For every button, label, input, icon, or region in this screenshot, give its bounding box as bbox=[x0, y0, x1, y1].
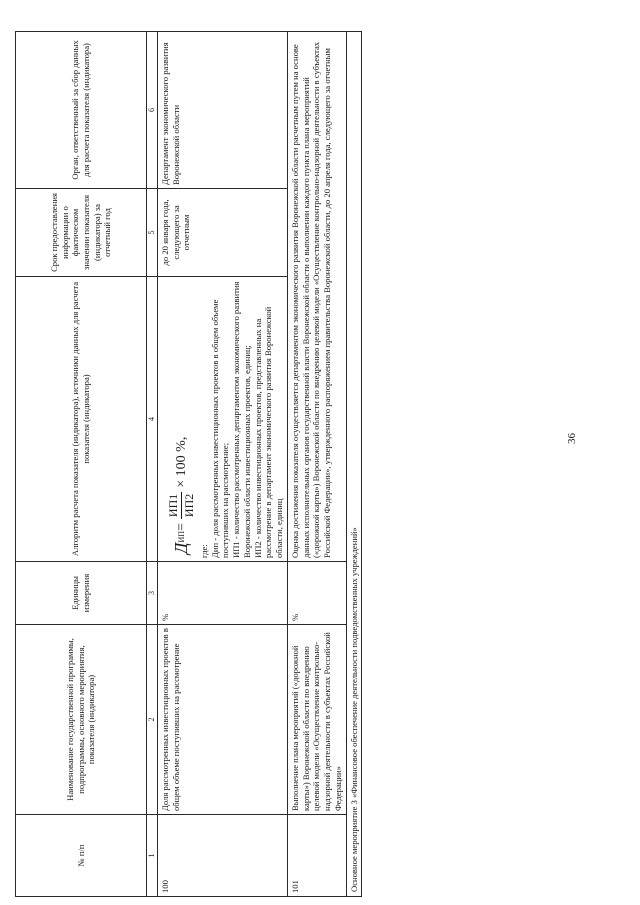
col-number: 6 bbox=[147, 32, 158, 189]
header-number: № п/п bbox=[16, 815, 147, 897]
algorithm-line: где: bbox=[199, 544, 209, 558]
section-footer: Основное мероприятие 3 «Финансовое обеспечение деятельности подведомственных учреждений» bbox=[346, 32, 362, 897]
formula-subscript: ИП bbox=[176, 530, 186, 543]
formula bbox=[166, 280, 197, 554]
algorithm-line: ИП2 - количество инвестиционных проектов, представленных на рассмотрение в департамент экономического развития Воронежской области, единиц bbox=[252, 306, 285, 558]
formula-multiplier: × 100 %, bbox=[173, 436, 189, 488]
formula-numerator: ИП1 bbox=[166, 493, 180, 518]
row-number: 100 bbox=[158, 815, 288, 897]
formula-fraction bbox=[166, 492, 197, 519]
column-number-row bbox=[147, 32, 158, 897]
col-number: 5 bbox=[147, 189, 158, 277]
formula-lhs: Д bbox=[171, 542, 192, 554]
row-number: 101 bbox=[287, 815, 346, 897]
header-name: Наименование государственной программы, подпрограммы, основного мероприятия, показателя (индикатора) bbox=[16, 625, 147, 815]
page-number: 36 bbox=[566, 433, 578, 444]
indicator-deadline: до 20 января года, следующего за отчетным bbox=[158, 189, 288, 277]
table-row bbox=[346, 32, 362, 897]
indicator-algorithm bbox=[158, 277, 288, 562]
header-row bbox=[16, 32, 147, 897]
formula-denominator: ИП2 bbox=[182, 493, 196, 518]
header-algorithm: Алгоритм расчета показателя (индикатора), источники данных для расчета показателя (индикатора) bbox=[16, 277, 147, 562]
indicator-responsible: Департамент экономического развития Воронежской области bbox=[158, 32, 288, 189]
col-number: 4 bbox=[147, 277, 158, 562]
formula-equals: = bbox=[173, 523, 189, 531]
table-row bbox=[158, 32, 288, 897]
indicator-algorithm: Оценка достижения показателя осуществляется департаментом экономического развития Воронежской области расчетным путем на основе данных исполнительных органов государственной власти Воронежской области о выполнении каждого пункта плана мероприятий («дорожной карты») Воронежской области по внедрению целевой модели «Осуществление контрольно-надзорной деятельности в субъектах Российской Федерации», утвержденного распоряжением правительства Воронежской области, до 20 апреля года, следующего за отчетным bbox=[287, 32, 346, 562]
col-number: 3 bbox=[147, 562, 158, 625]
col-number: 2 bbox=[147, 625, 158, 815]
rotated-page bbox=[0, 25, 640, 905]
indicator-name: Выполнение плана мероприятий («дорожной карты») Воронежской области по внедрению целевой модели «Осуществление контрольно-надзорной деятельности в субъектах Российской Федерации» bbox=[287, 625, 346, 815]
col-number: 1 bbox=[147, 815, 158, 897]
header-unit: Единицы измерения bbox=[16, 562, 147, 625]
indicator-unit: % bbox=[287, 562, 346, 625]
table-row bbox=[287, 32, 346, 897]
header-deadline: Срок предоставления информации о фактическом значении показателя (индикатора) за отчетный год bbox=[16, 189, 147, 277]
indicator-unit: % bbox=[158, 562, 288, 625]
indicator-name: Доля рассмотренных инвестиционных проектов в общем объеме поступивших на рассмотрение bbox=[158, 625, 288, 815]
header-responsible: Орган, ответственный за сбор данных для расчета показателя (индикатора) bbox=[16, 32, 147, 189]
algorithm-line: Дип - доля рассмотренных инвестиционных проектов в общем объеме поступивших на рассмотрение; bbox=[209, 299, 231, 558]
algorithm-line: ИП1 - количество рассмотренных департаментом экономического развития Воронежской области инвестиционных проектов, единиц; bbox=[231, 281, 252, 558]
indicator-table bbox=[15, 31, 362, 897]
